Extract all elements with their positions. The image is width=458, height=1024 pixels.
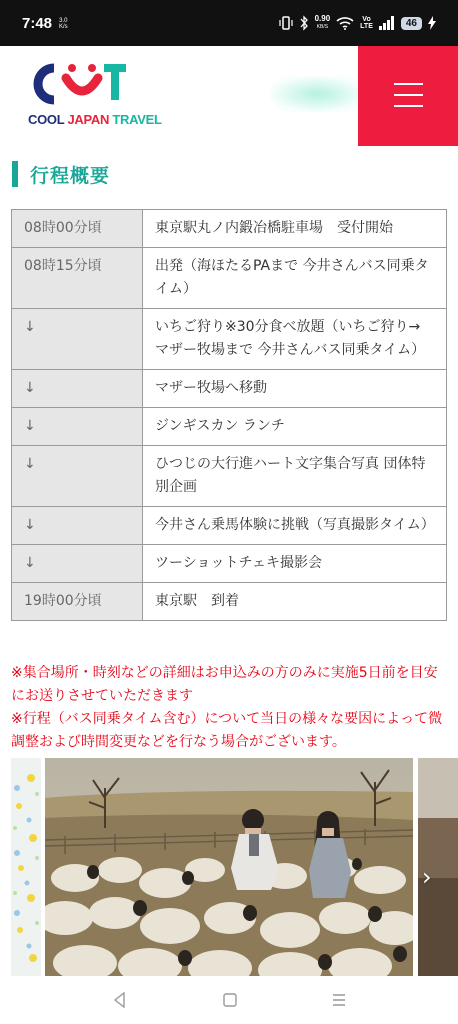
schedule-time: 08時15分頃 bbox=[12, 248, 143, 309]
notice-meeting-details: ※集合場所・時刻などの詳細はお申込みの方のみに実施5日前を目安にお送りさせていただきます bbox=[11, 665, 438, 704]
hamburger-menu-button[interactable] bbox=[358, 46, 458, 146]
charging-icon bbox=[428, 16, 436, 30]
section-heading bbox=[12, 160, 110, 188]
table-row bbox=[12, 248, 447, 309]
schedule-time: 19時00分頃 bbox=[12, 583, 143, 621]
chevron-right-icon[interactable]: › bbox=[422, 863, 432, 891]
schedule-description: いちご狩り※30分食べ放題（いちご狩り→マザー牧場まで 今井さんバス同乗タイム） bbox=[143, 309, 447, 370]
schedule-description: 出発（海ほたるPAまで 今井さんバス同乗タイム） bbox=[143, 248, 447, 309]
table-row bbox=[12, 507, 447, 545]
status-speed: 3.0 K/s bbox=[59, 18, 68, 30]
schedule-description: ジンギスカン ランチ bbox=[143, 408, 447, 446]
schedule-description: 東京駅 到着 bbox=[143, 583, 447, 621]
notice-schedule-change: ※行程（バス同乗タイム含む）について当日の様々な要因によって微調整および時間変更などを行なう場合がございます。 bbox=[11, 711, 443, 750]
schedule-time: 08時00分頃 bbox=[12, 210, 143, 248]
wifi-icon bbox=[336, 16, 354, 30]
previous-slide-preview[interactable] bbox=[11, 758, 41, 976]
table-row bbox=[12, 583, 447, 621]
network-speed: 0.90 KB/S bbox=[314, 14, 331, 30]
section-title: 行程概要 bbox=[30, 164, 111, 187]
back-icon[interactable] bbox=[110, 990, 130, 1010]
volte-indicator: Vo LTE bbox=[360, 16, 373, 30]
schedule-time: ↓ bbox=[12, 446, 143, 507]
table-row bbox=[12, 408, 447, 446]
table-row bbox=[12, 210, 447, 248]
carousel-photo-sheep[interactable] bbox=[45, 758, 413, 976]
table-row bbox=[12, 370, 447, 408]
schedule-time: ↓ bbox=[12, 545, 143, 583]
sheep-farm-photo bbox=[45, 758, 413, 976]
schedule-time: ↓ bbox=[12, 309, 143, 370]
system-navigation-bar bbox=[0, 976, 458, 1024]
notice-text bbox=[11, 662, 451, 754]
header-glow-decoration bbox=[270, 76, 365, 112]
schedule-description: 東京駅丸ノ内鍛冶橋駐車場 受付開始 bbox=[143, 210, 447, 248]
heading-accent-bar bbox=[12, 161, 18, 187]
signal-icon bbox=[379, 16, 395, 30]
logo-mark-icon bbox=[28, 60, 132, 110]
bluetooth-icon bbox=[299, 15, 309, 31]
table-row bbox=[12, 545, 447, 583]
schedule-description: ひつじの大行進ハート文字集合写真 団体特別企画 bbox=[143, 446, 447, 507]
schedule-time: ↓ bbox=[12, 507, 143, 545]
status-time: 7:48 bbox=[22, 15, 53, 32]
schedule-time: ↓ bbox=[12, 408, 143, 446]
table-row bbox=[12, 446, 447, 507]
table-row bbox=[12, 309, 447, 370]
logo-wordmark: COOL JAPAN TRAVEL bbox=[28, 112, 162, 127]
flower-illustration bbox=[11, 758, 41, 976]
home-icon[interactable] bbox=[220, 990, 240, 1010]
schedule-description: マザー牧場へ移動 bbox=[143, 370, 447, 408]
schedule-table bbox=[11, 209, 447, 621]
status-icons bbox=[279, 13, 436, 33]
photo-carousel[interactable] bbox=[0, 758, 458, 976]
schedule-description: ツーショットチェキ撮影会 bbox=[143, 545, 447, 583]
recents-icon[interactable] bbox=[329, 990, 349, 1010]
vibrate-icon bbox=[279, 15, 293, 31]
schedule-description: 今井さん乗馬体験に挑戦（写真撮影タイム） bbox=[143, 507, 447, 545]
site-header bbox=[0, 46, 458, 146]
status-bar bbox=[0, 0, 458, 46]
battery-indicator: 46 bbox=[401, 17, 422, 30]
schedule-time: ↓ bbox=[12, 370, 143, 408]
